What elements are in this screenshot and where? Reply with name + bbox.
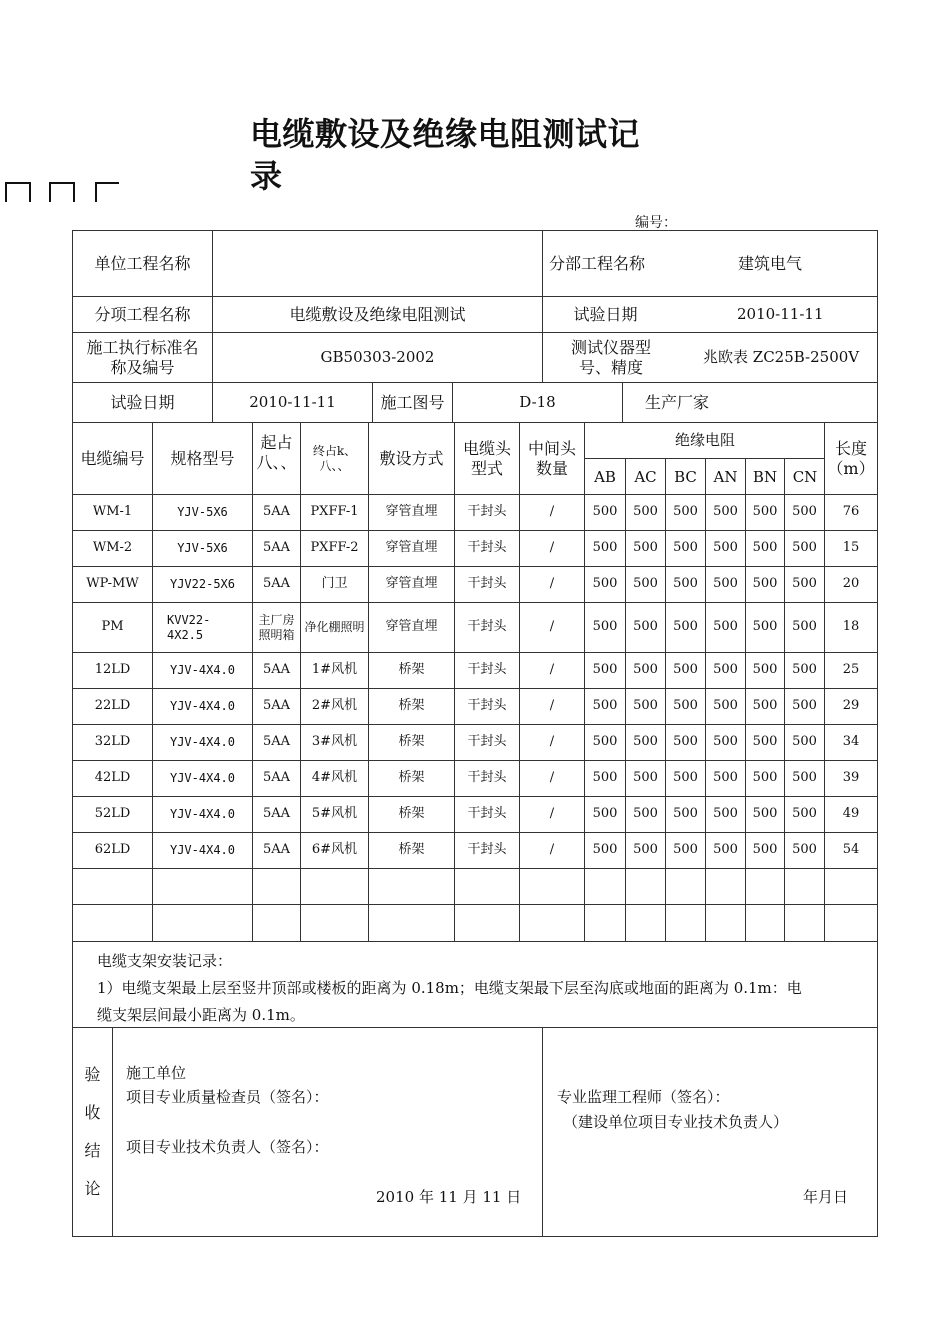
test-date-label-2: 试验日期 (73, 383, 213, 422)
item-project-value[interactable]: 电缆敷设及绝缘电阻测试 (213, 297, 543, 332)
cell-length[interactable]: 18 (842, 619, 860, 635)
cell-start[interactable]: 5AA (253, 567, 301, 602)
cell-ac[interactable]: 500 (626, 567, 666, 602)
cell-method[interactable]: 穿管直埋 (369, 531, 455, 566)
table-row (72, 566, 878, 602)
cell-spec[interactable]: YJV22-5X6 (153, 567, 253, 602)
col-an: AN (706, 459, 746, 495)
table-row (72, 530, 878, 566)
cell-bn[interactable]: 500 (746, 567, 785, 602)
cell-cn[interactable]: 500 (785, 603, 825, 652)
cell-ac[interactable]: 500 (626, 761, 666, 796)
cell-cn[interactable]: 500 (785, 531, 825, 566)
cell-ac[interactable]: 500 (626, 689, 666, 724)
acceptance-char-2: 收 (84, 1103, 101, 1122)
cell-start[interactable]: 5AA (253, 833, 301, 868)
cell-bn[interactable]: 500 (746, 603, 785, 652)
cell-bc[interactable]: 500 (666, 567, 706, 602)
row-test-info (72, 382, 878, 422)
cell-spec[interactable]: YJV-4X4.0 (153, 725, 253, 760)
table-row (72, 832, 878, 868)
cell-method[interactable]: 穿管直埋 (369, 567, 455, 602)
col-bc: BC (666, 459, 706, 495)
cell-bn[interactable]: 500 (746, 689, 785, 724)
drawing-value[interactable]: D-18 (453, 383, 623, 422)
cell-length[interactable]: 20 (842, 576, 860, 592)
col-insulation: 绝缘电阻 (585, 423, 825, 459)
tech-lead-signature[interactable]: 项目专业技术负责人（签名）： (126, 1138, 329, 1156)
cell-spec[interactable]: YJV-5X6 (153, 495, 253, 530)
blank-cell-cable-no[interactable] (73, 869, 153, 904)
cell-end[interactable]: 6#风机 (301, 833, 369, 868)
cell-bc[interactable]: 500 (666, 725, 706, 760)
cell-ab[interactable]: 500 (585, 761, 626, 796)
construction-signoff (112, 1028, 543, 1236)
cell-bc[interactable]: 500 (666, 833, 706, 868)
blank-cell-ab[interactable] (585, 905, 626, 941)
cell-end[interactable]: 2#风机 (301, 689, 369, 724)
blank-cell-start[interactable] (253, 869, 301, 904)
standard-label: 施工执行标准名称及编号 (73, 333, 213, 382)
unit-project-label: 单位工程名称 (73, 231, 213, 296)
remarks-line-2: 缆支架层间最小距离为 0.1m。 (97, 1006, 305, 1024)
cell-ab[interactable]: 500 (585, 567, 626, 602)
blank-cell-spec[interactable] (153, 869, 253, 904)
acceptance-section (72, 1027, 878, 1237)
cell-length[interactable]: 39 (842, 770, 860, 786)
cell-cable-no[interactable]: 62LD (73, 833, 153, 868)
cell-length[interactable]: 34 (842, 734, 860, 750)
column-header (72, 422, 878, 494)
table-row (72, 724, 878, 760)
blank-cell-an[interactable] (706, 905, 746, 941)
cell-cable-no[interactable]: 32LD (73, 725, 153, 760)
cell-ab[interactable]: 500 (585, 653, 626, 688)
cell-spec[interactable]: KVV22-4X2.5 (153, 603, 253, 652)
cell-ac[interactable]: 500 (626, 531, 666, 566)
cell-an[interactable]: 500 (706, 653, 746, 688)
cell-mid-qty[interactable]: / (520, 567, 585, 602)
cell-bn[interactable]: 500 (746, 797, 785, 832)
blank-cell-bc[interactable] (666, 905, 706, 941)
cell-method[interactable]: 穿管直埋 (369, 603, 455, 652)
cell-ab[interactable]: 500 (585, 689, 626, 724)
cell-method[interactable]: 桥架 (369, 797, 455, 832)
blank-cell-method[interactable] (369, 905, 455, 941)
cell-bn[interactable]: 500 (746, 725, 785, 760)
box-mark-3 (95, 182, 119, 202)
title-line-1: 电缆敷设及绝缘电阻测试记 (250, 115, 641, 153)
col-ac: AC (626, 459, 666, 495)
cell-an[interactable]: 500 (706, 689, 746, 724)
data-rows (72, 494, 878, 868)
cell-end[interactable]: PXFF-2 (301, 531, 369, 566)
col-cn: CN (792, 467, 818, 486)
col-bn: BN (746, 459, 785, 495)
cell-bc[interactable]: 500 (666, 603, 706, 652)
cell-method[interactable]: 桥架 (369, 761, 455, 796)
cell-spec[interactable]: YJV-4X4.0 (153, 653, 253, 688)
cell-start[interactable]: 5AA (253, 689, 301, 724)
cell-start[interactable]: 5AA (253, 653, 301, 688)
cell-ac[interactable]: 500 (626, 725, 666, 760)
cell-end[interactable]: 1#风机 (301, 653, 369, 688)
cell-length[interactable]: 15 (842, 540, 860, 556)
construction-date: 2010 年 11 月 11 日 (376, 1188, 522, 1206)
cell-cn[interactable]: 500 (785, 567, 825, 602)
blank-cell-head-type[interactable] (455, 905, 520, 941)
cell-cn[interactable]: 500 (785, 833, 825, 868)
cell-method[interactable]: 桥架 (369, 689, 455, 724)
remarks-line-1: 1）电缆支架最上层至竖井顶部或楼板的距离为 0.18m；电缆支架最下层至沟底或地面的距离为 0.1m：电 (97, 979, 802, 997)
cell-bc[interactable]: 500 (666, 531, 706, 566)
cell-an[interactable]: 500 (706, 603, 746, 652)
item-project-label: 分项工程名称 (73, 297, 213, 332)
blank-row-2 (72, 904, 878, 941)
supervisor-signature[interactable]: 专业监理工程师（签名）： (557, 1088, 730, 1106)
cell-spec[interactable]: YJV-5X6 (153, 531, 253, 566)
standard-value[interactable]: GB50303-2002 (213, 333, 543, 382)
cell-start[interactable]: 5AA (253, 725, 301, 760)
table-row (72, 494, 878, 530)
blank-cell-ab[interactable] (585, 869, 626, 904)
drawing-label: 施工图号 (373, 383, 453, 422)
cell-head-type[interactable]: 干封头 (455, 797, 520, 832)
blank-cell-length[interactable] (825, 869, 877, 904)
table-row (72, 602, 878, 652)
serial-number-label: 编号： (635, 215, 677, 231)
cell-head-type[interactable]: 干封头 (455, 689, 520, 724)
cell-bc[interactable]: 500 (666, 797, 706, 832)
cell-cable-no[interactable]: 22LD (73, 689, 153, 724)
cell-mid-qty[interactable]: / (520, 797, 585, 832)
construction-unit-label: 施工单位 (126, 1064, 187, 1082)
table-row (72, 760, 878, 796)
cell-bn[interactable]: 500 (746, 531, 785, 566)
remarks-content (73, 942, 877, 1029)
row-unit-project (72, 230, 878, 296)
col-spec: 规格型号 (153, 423, 253, 494)
cell-ac[interactable]: 500 (626, 833, 666, 868)
cell-head-type[interactable]: 干封头 (455, 833, 520, 868)
acceptance-char-3: 结 (84, 1141, 101, 1160)
cell-ab[interactable]: 500 (585, 725, 626, 760)
cell-cn[interactable]: 500 (785, 761, 825, 796)
cell-an[interactable]: 500 (706, 567, 746, 602)
cell-method[interactable]: 桥架 (369, 653, 455, 688)
blank-cell-spec[interactable] (153, 905, 253, 941)
blank-cell-bn[interactable] (746, 869, 785, 904)
blank-row-1 (72, 868, 878, 904)
cell-head-type[interactable]: 干封头 (455, 653, 520, 688)
instrument-value[interactable]: 兆欧表 ZC25B-2500V (703, 348, 860, 367)
cell-ab[interactable]: 500 (585, 495, 626, 530)
col-insulation-group (585, 423, 825, 494)
cell-cn[interactable]: 500 (785, 797, 825, 832)
record-table (72, 230, 878, 1237)
cell-an[interactable]: 500 (706, 725, 746, 760)
cell-mid-qty[interactable]: / (520, 833, 585, 868)
cell-ac[interactable]: 500 (626, 603, 666, 652)
blank-cell-mid-qty[interactable] (520, 905, 585, 941)
cell-an[interactable]: 500 (706, 761, 746, 796)
cell-bc[interactable]: 500 (666, 495, 706, 530)
cell-length[interactable]: 49 (842, 806, 860, 822)
cell-head-type[interactable]: 干封头 (455, 495, 520, 530)
cell-mid-qty[interactable]: / (520, 653, 585, 688)
title-line-2: 录 (250, 157, 283, 195)
blank-cell-head-type[interactable] (455, 869, 520, 904)
cell-end[interactable]: 4#风机 (301, 761, 369, 796)
cell-bn[interactable]: 500 (746, 495, 785, 530)
blank-cell-cn[interactable] (785, 869, 825, 904)
cell-cable-no[interactable]: WM-1 (73, 495, 153, 530)
sub-project-label: 分部工程名称 (549, 253, 646, 273)
test-date-label: 试验日期 (573, 304, 638, 324)
acceptance-char-1: 验 (84, 1065, 101, 1084)
box-mark-2 (49, 182, 75, 202)
cell-ab[interactable]: 500 (585, 531, 626, 566)
cell-ac[interactable]: 500 (626, 495, 666, 530)
col-mid-qty: 中间头数量 (520, 423, 585, 494)
cell-bc[interactable]: 500 (666, 761, 706, 796)
blank-cell-length[interactable] (825, 905, 877, 941)
cell-cable-no[interactable]: WP-MW (73, 567, 153, 602)
col-length: 长度（m） (827, 438, 875, 478)
col-head-type: 电缆头型式 (455, 423, 520, 494)
cell-start[interactable]: 5AA (253, 531, 301, 566)
blank-cell-mid-qty[interactable] (520, 869, 585, 904)
instrument-label: 测试仪器型号、精度 (570, 337, 651, 377)
cell-ab[interactable]: 500 (585, 833, 626, 868)
cell-bn[interactable]: 500 (746, 833, 785, 868)
cell-start[interactable]: 主厂房照明箱 (253, 603, 301, 652)
cell-end[interactable]: PXFF-1 (301, 495, 369, 530)
cell-start[interactable]: 5AA (253, 797, 301, 832)
blank-cell-bc[interactable] (666, 869, 706, 904)
cell-head-type[interactable]: 干封头 (455, 567, 520, 602)
cell-ab[interactable]: 500 (585, 797, 626, 832)
cell-cable-no[interactable]: 52LD (73, 797, 153, 832)
col-cable-no: 电缆编号 (73, 423, 153, 494)
cell-mid-qty[interactable]: / (520, 761, 585, 796)
remarks-section (72, 941, 878, 1027)
supervisor-signoff (543, 1028, 877, 1236)
cell-method[interactable]: 桥架 (369, 833, 455, 868)
blank-cell-bn[interactable] (746, 905, 785, 941)
supervisor-date: 年月日 (803, 1188, 849, 1206)
cell-cn[interactable]: 500 (785, 653, 825, 688)
cell-head-type[interactable]: 干封头 (455, 531, 520, 566)
cell-cable-no[interactable]: WM-2 (73, 531, 153, 566)
cell-end[interactable]: 净化棚照明 (301, 603, 369, 652)
cell-length[interactable]: 54 (842, 842, 860, 858)
cell-length[interactable]: 76 (842, 504, 860, 520)
owner-tech-lead-note: （建设单位项目专业技术负责人） (563, 1113, 789, 1131)
cell-cn[interactable]: 500 (785, 495, 825, 530)
cell-cable-no[interactable]: PM (73, 603, 153, 652)
test-date-value-2[interactable]: 2010-11-11 (213, 383, 373, 422)
cell-cn[interactable]: 500 (785, 689, 825, 724)
cell-mid-qty[interactable]: / (520, 495, 585, 530)
table-row (72, 796, 878, 832)
cell-ac[interactable]: 500 (626, 653, 666, 688)
sub-project-value[interactable]: 建筑电气 (737, 253, 802, 273)
blank-cell-cn[interactable] (785, 905, 825, 941)
blank-cell-cable-no[interactable] (73, 905, 153, 941)
blank-cell-start[interactable] (253, 905, 301, 941)
box-mark-1 (5, 182, 31, 202)
cell-mid-qty[interactable]: / (520, 725, 585, 760)
cell-spec[interactable]: YJV-4X4.0 (153, 833, 253, 868)
blank-cell-ac[interactable] (626, 869, 666, 904)
cell-bc[interactable]: 500 (666, 689, 706, 724)
cell-spec[interactable]: YJV-4X4.0 (153, 761, 253, 796)
cell-an[interactable]: 500 (706, 797, 746, 832)
cell-length[interactable]: 29 (842, 698, 860, 714)
cell-end[interactable]: 3#风机 (301, 725, 369, 760)
row-item-project (72, 296, 878, 332)
cell-end[interactable]: 门卫 (301, 567, 369, 602)
cell-method[interactable]: 桥架 (369, 725, 455, 760)
cell-bc[interactable]: 500 (666, 653, 706, 688)
table-row (72, 688, 878, 724)
cell-ac[interactable]: 500 (626, 797, 666, 832)
cell-an[interactable]: 500 (706, 531, 746, 566)
cell-start[interactable]: 5AA (253, 495, 301, 530)
blank-cell-an[interactable] (706, 869, 746, 904)
cell-mid-qty[interactable]: / (520, 603, 585, 652)
blank-cell-end[interactable] (301, 869, 369, 904)
cell-mid-qty[interactable]: / (520, 531, 585, 566)
cell-head-type[interactable]: 干封头 (455, 603, 520, 652)
cell-cable-no[interactable]: 42LD (73, 761, 153, 796)
test-date-value[interactable]: 2010-11-11 (737, 305, 824, 324)
col-method: 敷设方式 (369, 423, 455, 494)
cell-spec[interactable]: YJV-4X4.0 (153, 689, 253, 724)
blank-cell-ac[interactable] (626, 905, 666, 941)
cell-cn[interactable]: 500 (785, 725, 825, 760)
remarks-title: 电缆支架安装记录： (97, 952, 233, 970)
cell-head-type[interactable]: 干封头 (455, 761, 520, 796)
cell-start[interactable]: 5AA (253, 761, 301, 796)
cell-spec[interactable]: YJV-4X4.0 (153, 797, 253, 832)
cell-length[interactable]: 25 (842, 662, 860, 678)
col-end: 终占k、八、、 (301, 423, 369, 494)
manufacturer-label: 生产厂家 (645, 392, 710, 412)
cell-head-type[interactable]: 干封头 (455, 725, 520, 760)
acceptance-char-4: 论 (84, 1179, 101, 1198)
quality-inspector-signature[interactable]: 项目专业质量检查员（签名）： (126, 1088, 329, 1106)
col-start: 起占八、、 (253, 423, 301, 494)
cell-an[interactable]: 500 (706, 495, 746, 530)
cell-an[interactable]: 500 (706, 833, 746, 868)
row-standard (72, 332, 878, 382)
cell-end[interactable]: 5#风机 (301, 797, 369, 832)
col-ab: AB (585, 459, 626, 495)
blank-cell-end[interactable] (301, 905, 369, 941)
cell-mid-qty[interactable]: / (520, 689, 585, 724)
cell-bn[interactable]: 500 (746, 653, 785, 688)
blank-cell-method[interactable] (369, 869, 455, 904)
cell-ab[interactable]: 500 (585, 603, 626, 652)
cell-cable-no[interactable]: 12LD (73, 653, 153, 688)
acceptance-label (73, 1028, 113, 1236)
cell-method[interactable]: 穿管直埋 (369, 495, 455, 530)
cell-bn[interactable]: 500 (746, 761, 785, 796)
table-row (72, 652, 878, 688)
document-title (250, 113, 690, 197)
unit-project-value[interactable] (213, 231, 543, 296)
